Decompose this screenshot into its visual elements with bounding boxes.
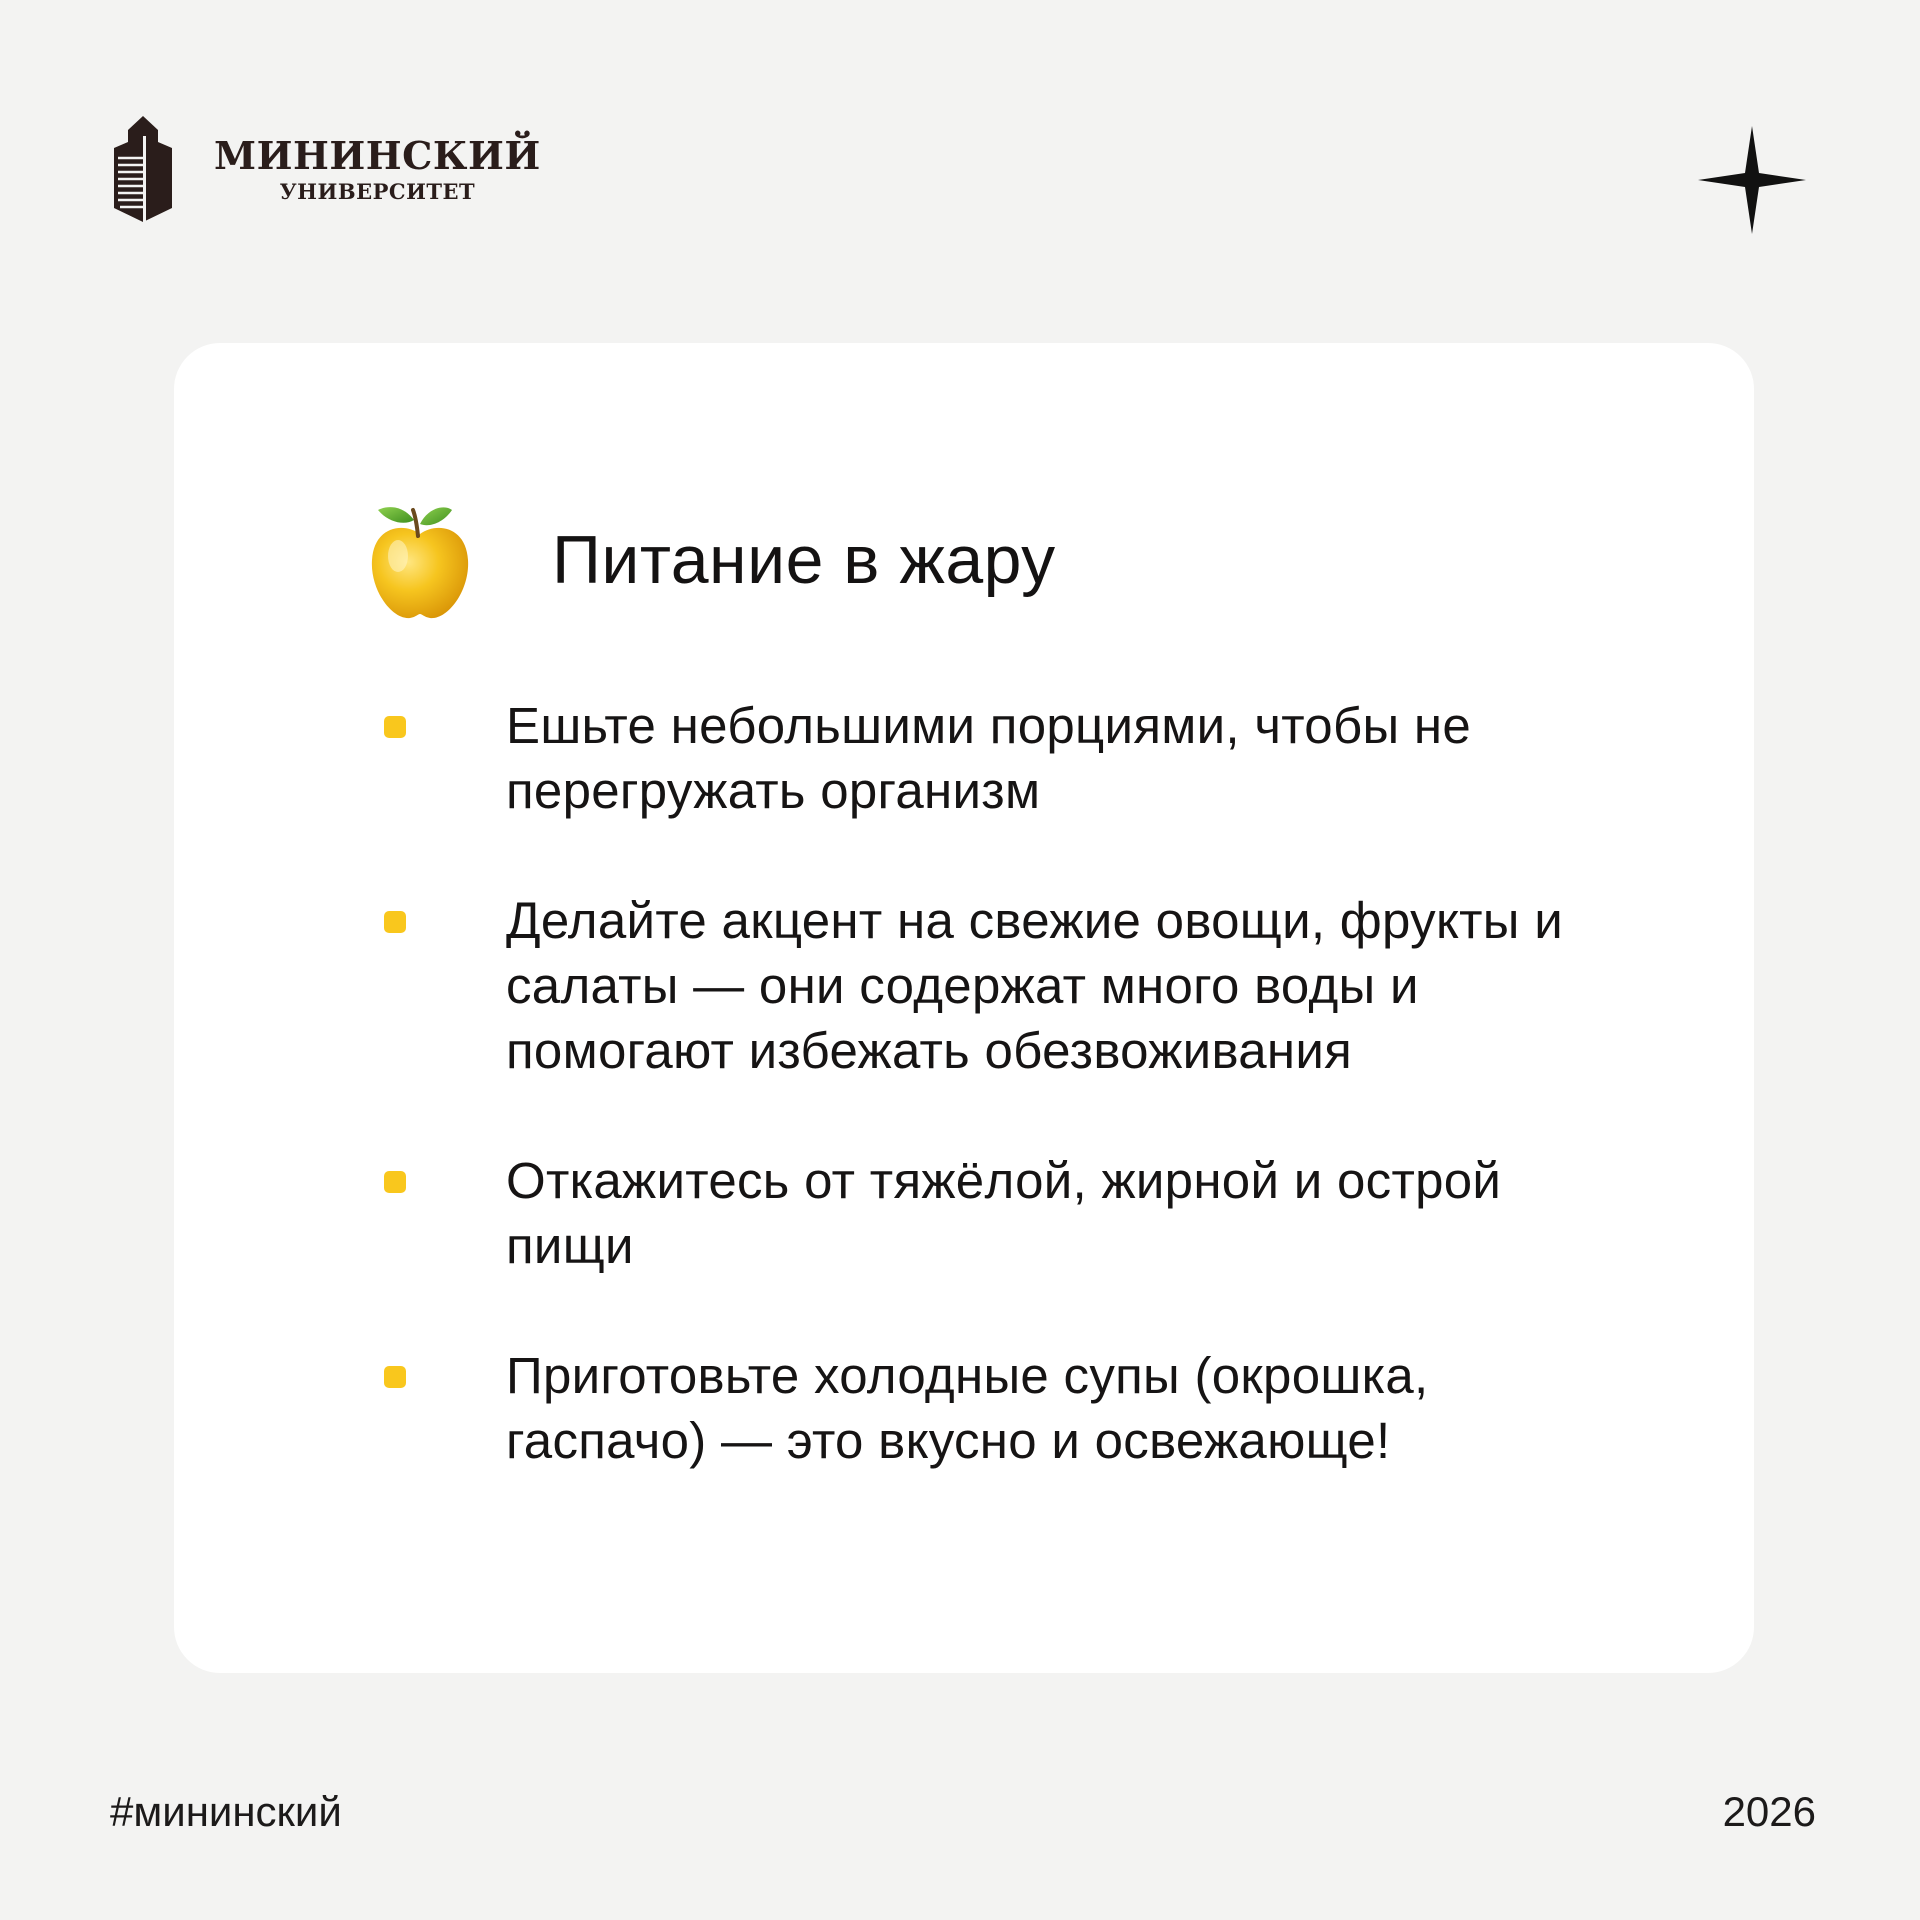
list-item-text: Приготовьте холодные супы (окрошка, гаспачо) — это вкусно и освежающе! — [506, 1347, 1429, 1469]
card-header — [364, 475, 1056, 644]
bullet-icon — [384, 911, 406, 933]
bullet-icon — [384, 716, 406, 738]
apple-icon — [364, 498, 476, 622]
list-item — [384, 1148, 1634, 1278]
year: 2026 — [1722, 1788, 1816, 1835]
logo-subtitle: УНИВЕРСИТЕТ — [279, 178, 476, 204]
university-logo — [108, 116, 541, 222]
info-card — [174, 343, 1754, 1673]
bullet-icon — [384, 1171, 406, 1193]
logo-title: МИНИНСКИЙ — [214, 132, 541, 178]
list-item — [384, 693, 1634, 823]
list-item-text: Ешьте небольшими порциями, чтобы не перегружать организм — [506, 697, 1472, 819]
list-item-text: Откажитесь от тяжёлой, жирной и острой пищи — [506, 1152, 1502, 1274]
logo-text — [214, 132, 541, 204]
tips-list — [384, 693, 1634, 1538]
list-item — [384, 888, 1634, 1083]
four-point-star-icon — [1698, 126, 1806, 234]
bullet-icon — [384, 1366, 406, 1388]
building-tower-icon — [108, 116, 178, 222]
list-item — [384, 1343, 1634, 1473]
card-title: Питание в жару — [552, 521, 1056, 598]
hashtag: #мининский — [110, 1788, 342, 1835]
list-item-text: Делайте акцент на свежие овощи, фрукты и салаты — они содержат много воды и помогают избежать обезвоживания — [506, 892, 1564, 1079]
